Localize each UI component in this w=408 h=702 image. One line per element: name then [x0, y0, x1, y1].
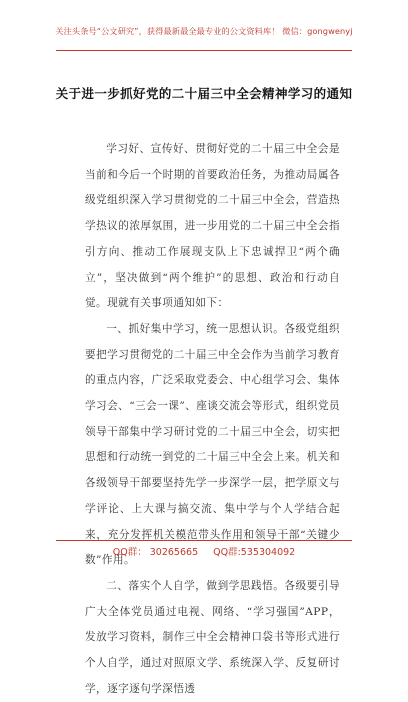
header-promo-text: 关注头条号“公文研究”，获得最新最全最专业的公文资料库！ 微信：gongwenyj [55, 26, 353, 36]
document-title: 关于进一步抓好党的二十届三中全会精神学习的通知 [55, 86, 353, 101]
footer-qq-group-1: QQ群： 30265665 [112, 547, 199, 558]
footer-qq-group-2: QQ群:535304092 [213, 547, 296, 558]
document-body [85, 137, 340, 702]
paragraph-section-1: 一、抓好集中学习，统一思想认识。各级党组织要把学习贯彻党的二十届三中全会作为当前学习教育的重点内容，广泛采取党委会、中心组学习会、集体学习会、“三会一课”、座谈交流会等形式，组织党员领导干部集中学习研讨党的二十届三中全会，切实把思想和行动统一到党的二十届三中全会上来。机关和各级领导干部要坚持先学一步深学一层，把学原文与学评论、上大课与搞交流、集中学与个人学结合起来，充分发挥机关模范带头作用和领导干部“关键少数”作用。 [85, 322, 340, 567]
page-footer [0, 544, 408, 560]
footer-divider [56, 540, 352, 541]
paragraph-section-2: 二、落实个人自学，做到学思践悟。各级要引导广大全体党员通过电视、网络、“学习强国”APP，发放学习资料，制作三中全会精神口袋书等形式进行个人自学，通过对照原文学、系统深入学、反复研讨学，逐字逐句学深悟透 [85, 579, 340, 695]
paragraph-intro: 学习好、宣传好、贯彻好党的二十届三中全会是当前和今后一个时期的首要政治任务，为推动局属各级党组织深入学习贯彻党的二十届三中全会，营造热学热议的浓厚氛围，进一步用党的二十届三中全会指引方向、推动工作展现支队上下忠诚捍卫“两个确立”，坚决做到“两个维护”的思想、政治和行动自觉。现就有关事项通知如下： [85, 143, 340, 310]
header-divider [56, 50, 352, 51]
page-header [0, 0, 408, 52]
